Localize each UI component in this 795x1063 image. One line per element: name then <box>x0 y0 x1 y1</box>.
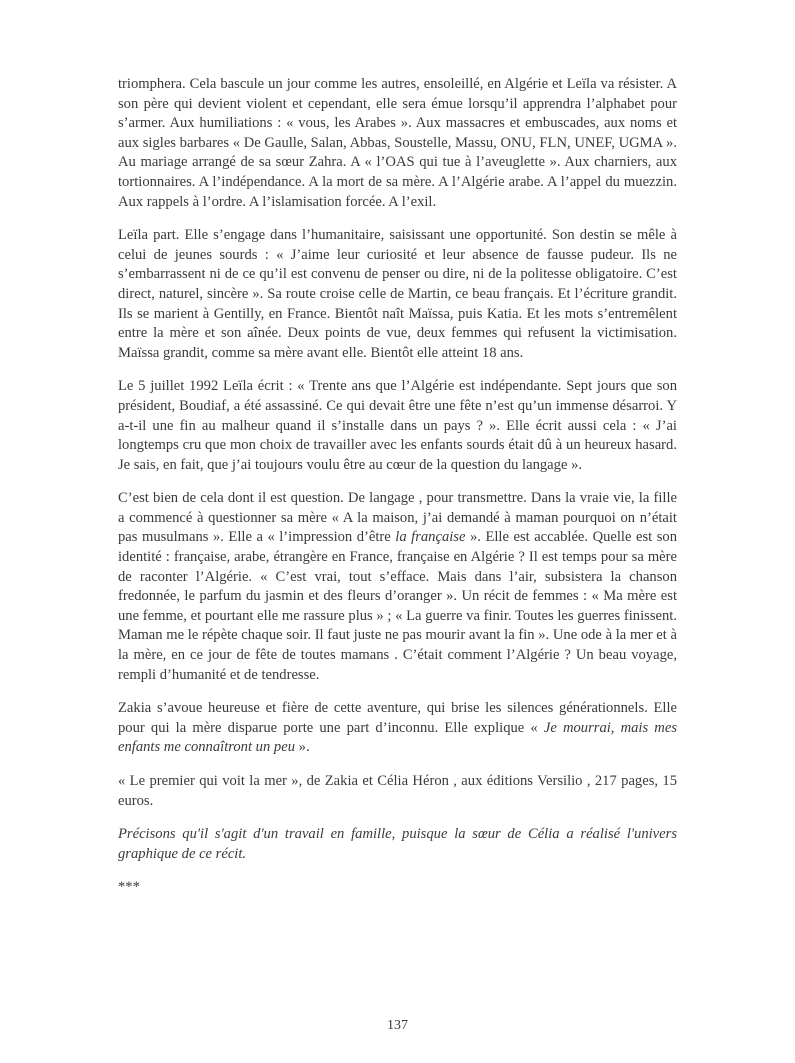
paragraph-text: Zakia s’avoue heureuse et fière de cette aventure, qui brise les silences générationnels. Elle pour qui la mère disparue porte une part d’inconnu. Elle explique « <box>118 700 677 736</box>
italic-note <box>118 825 677 864</box>
paragraph-text: Le 5 juillet 1992 Leïla écrit : « Trente ans que l’Algérie est indépendante. Sept jours que son président, Boudiaf, a été assassiné. Ce qui devait être une fête n’est qu’un immense désarroi. Y a-t-il une fin au malheur quand il s’installe dans un pays ? ». Elle écrit aussi cela : « J’ai longtemps cru que mon choix de travailler avec les enfants sourds était dû à un heureux hasard. Je sais, en fait, que j’ai toujours voulu être au cœur de la question du langage ». <box>118 378 677 473</box>
quote-emphasis: Je mourrai, mais mes enfants me connaîtront un peu <box>118 719 677 756</box>
paragraph <box>118 489 677 685</box>
page-number: 137 <box>387 1018 408 1033</box>
section-separator: *** <box>118 879 140 896</box>
paragraph <box>118 377 677 475</box>
paragraph-text: Leïla part. Elle s’engage dans l’humanitaire, saisissant une opportunité. Son destin se mêle à celui de jeunes sourds : « J’aime leur curiosité et leur absence de fausse pudeur. Ils ne s’embarrassent ni de ce qu’il est convenu de penser ou dire, ni de la politesse obligatoire. C’est direct, naturel, sincère ». Sa route croise celle de Martin, ce beau français. Et l’écriture grandit. Ils se marient à Gentilly, en France. Bientôt naît Maïssa, puis Katia. Et les mots s’entremêlent entre la mère et son aînée. Deux points de vue, deux femmes qui refusent la victimisation. Maïssa grandit, comme sa mère avant elle. Bientôt elle atteint 18 ans. <box>118 227 677 361</box>
paragraph <box>118 226 677 363</box>
paragraph-emphasis: la française <box>395 529 466 546</box>
paragraph <box>118 75 677 212</box>
paragraph-text: ». Elle est accablée. Quelle est son identité : française, arabe, étrangère en France, française en Algérie ? Il est temps pour sa mère de raconter l’Algérie. « C’est vrai, tout s’efface. Mais dans l’air, subsistera la chanson fredonnée, le parfum du jasmin et des fleurs d’oranger ». Un récit de femmes : « Ma mère est une femme, et pourtant elle me rassure plus » ; « La guerre va finir. Toutes les guerres finissent. Maman me le répète chaque soir. Il faut juste ne pas mourir avant la fin ». Une ode à la mer et à la mère, en ce jour de fête de toutes mamans . C’était comment l’Algérie ? Un beau voyage, rempli d’humanité et de tendresse. <box>118 529 677 683</box>
paragraph <box>118 699 677 758</box>
book-reference <box>118 772 677 811</box>
paragraph-text: C’est bien de cela dont il est question. De langage , pour transmettre. Dans la vraie vie, la fille a commencé à questionner sa mère « A la maison, j’ai demandé à maman pourquoi on n’était pas musulmans ». Elle a « l’impression d’être <box>118 490 677 546</box>
paragraph-text: « Le premier qui voit la mer », de Zakia et Célia Héron , aux éditions Versilio , 217 pages, 15 euros. <box>118 773 677 809</box>
paragraph-text: ». <box>295 739 310 756</box>
paragraph-text: Précisons qu'il s'agit d'un travail en famille, puisque la sœur de Célia a réalisé l'univers graphique de ce récit. <box>118 826 677 862</box>
document-body <box>118 75 677 898</box>
paragraph-text: triomphera. Cela bascule un jour comme les autres, ensoleillé, en Algérie et Leïla va résister. A son père qui devient violent et cependant, elle sera émue lorsqu’il apprendra l’alphabet pour s’armer. Aux humiliations : « vous, les Arabes ». Aux massacres et embuscades, aux noms et aux sigles barbares « De Gaulle, Salan, Abbas, Soustelle, Massu, ONU, FLN, UNEF, UGMA ». Au mariage arrangé de sa sœur Zahra. A « l’OAS qui tue à l’aveuglette ». Aux charniers, aux tortionnaires. A l’indépendance. A la mort de sa mère. A l’Algérie arabe. A l’appel du muezzin. Aux rappels à l’ordre. A l’islamisation forcée. A l’exil. <box>118 76 677 210</box>
